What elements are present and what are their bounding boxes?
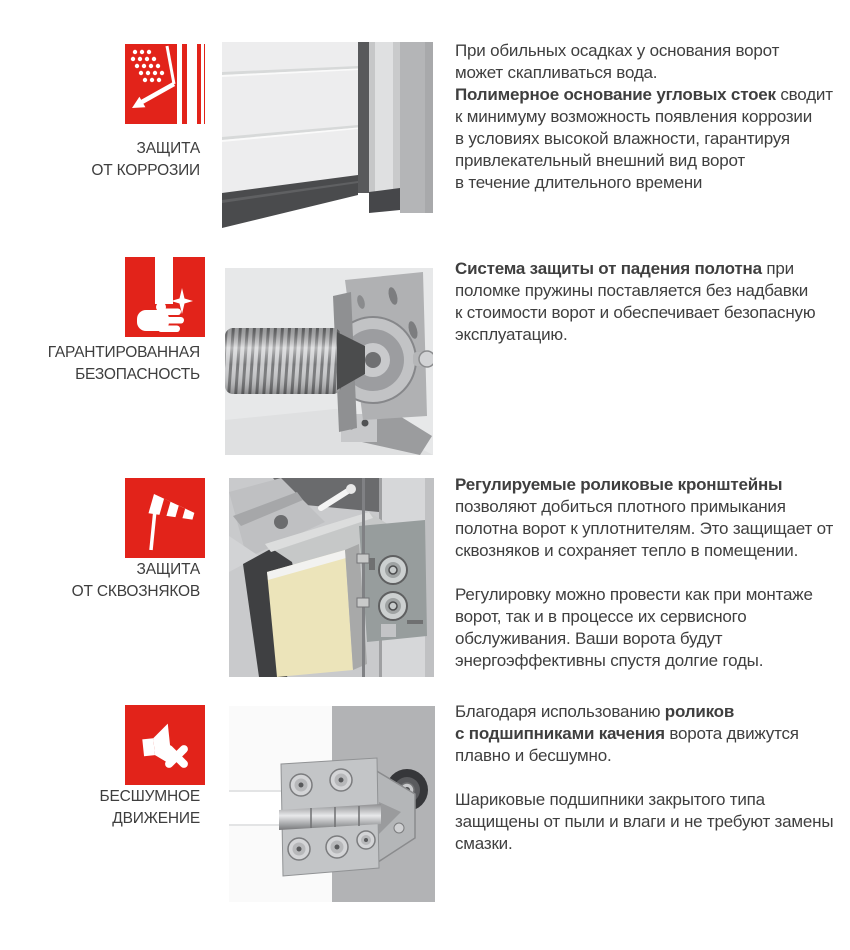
- feature-label-drafts: [20, 559, 200, 603]
- muted-speaker-icon: [125, 705, 205, 785]
- label-line: ЗАЩИТА: [136, 140, 200, 157]
- feature-label-safety: [20, 342, 200, 386]
- hinge-roller-photo: [229, 706, 435, 902]
- feature-text-safety: Система защиты от падения полотна при поломке пружины поставляется без надбавки к стоимости ворот и обеспечивает безопасную эксплуатацию.: [455, 259, 816, 344]
- label-line: БЕСШУМНОЕ: [99, 788, 200, 805]
- panel-section-roller-bracket-photo: [229, 478, 434, 677]
- feature-label-corrosion: [20, 138, 200, 182]
- feature-text-corrosion: При обильных осадках у основания ворот может скапливаться вода. Полимерное основание угловых стоек сводит к минимуму возможность появления коррозии в условиях высокой влажности, гарантируя привлекательный внешний вид ворот в течение длительного времени: [455, 41, 833, 192]
- door-bottom-corner-photo: [222, 42, 433, 228]
- label-line: ДВИЖЕНИЕ: [112, 810, 200, 827]
- torsion-spring-drum-photo: [225, 268, 433, 455]
- windsock-icon: [125, 478, 205, 558]
- label-line: ГАРАНТИРОВАННАЯ: [47, 344, 200, 361]
- feature-label-silent: [20, 786, 200, 830]
- label-line: БЕЗОПАСНОСТЬ: [75, 366, 200, 383]
- rain-deflection-icon: [125, 44, 205, 124]
- label-line: ЗАЩИТА: [136, 561, 200, 578]
- label-line: ОТ СКВОЗНЯКОВ: [71, 583, 200, 600]
- feature-text-silent: Благодаря использованию роликов с подшипниками качения ворота движутся плавно и бесшумно. Шариковые подшипники закрытого типа защищены от пыли и влаги и не требуют замены смазки.: [455, 702, 834, 853]
- hand-catch-panel-icon: [125, 257, 205, 337]
- label-line: ОТ КОРРОЗИИ: [91, 162, 200, 179]
- feature-text-drafts: Регулируемые роликовые кронштейны позволяют добиться плотного примыкания полотна ворот к уплотнителям. Это защищает от сквозняков и сохраняет тепло в помещении. Регулировку можно провести как при монтаже ворот, так и в процессе их сервисного обслуживания. Ваши ворота будут энергоэффективны спустя долгие годы.: [455, 475, 834, 670]
